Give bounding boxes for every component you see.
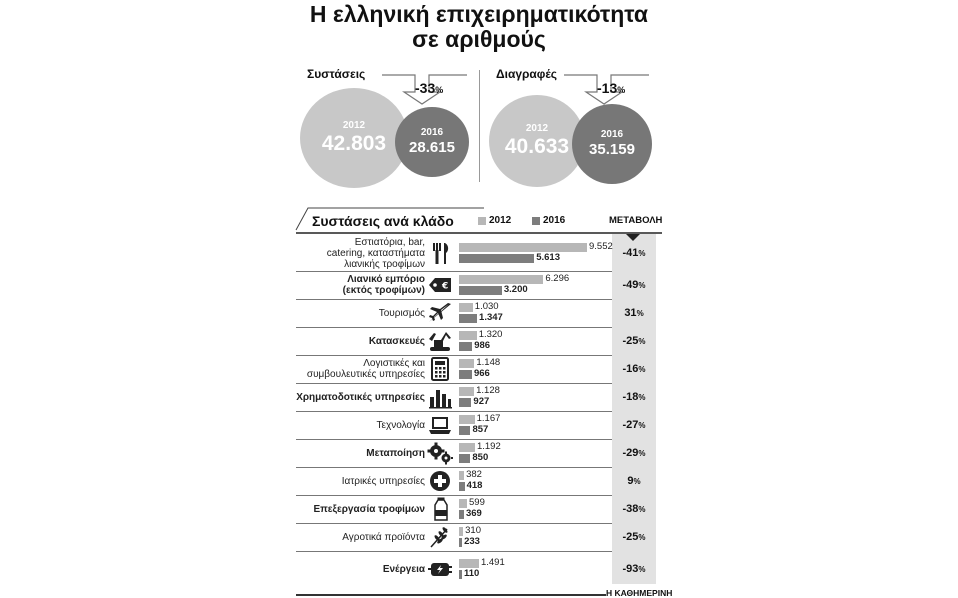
change-unit: %: [638, 449, 646, 458]
value-label-2016: 110: [464, 568, 480, 579]
value-label-2012: 1.030: [474, 301, 499, 312]
page-title-line2: σε αριθμούς: [412, 26, 546, 52]
credit: Η ΚΑΘΗΜΕΡΙΝΗ: [606, 588, 673, 598]
bar-2012: [459, 243, 587, 252]
change-value: [612, 307, 656, 320]
category-label-line: λιανικής τροφίμων: [344, 258, 425, 270]
category-label: [265, 274, 425, 296]
change-number: -27: [622, 419, 639, 431]
category-label: [265, 358, 425, 380]
bar-2016: [459, 510, 464, 519]
bar-2012: [459, 359, 474, 368]
page-title-line1: Η ελληνική επιχειρηματικότητα: [309, 1, 649, 27]
category-label: [265, 532, 425, 543]
category-label-line: Αγροτικά προϊόντα: [342, 531, 425, 543]
row-separator: [296, 271, 612, 272]
change-unit: %: [638, 281, 646, 290]
wheat-icon: [427, 525, 453, 549]
change-unit: %: [633, 477, 641, 486]
category-label-line: Τεχνολογία: [376, 419, 425, 431]
category-label-line: Εστιατόρια, bar,: [354, 236, 425, 248]
category-label: [265, 392, 425, 403]
change-value: [612, 335, 656, 348]
medical-cross-icon: [427, 469, 453, 493]
legend-2012-swatch: [478, 217, 486, 225]
footer-rule: [296, 594, 606, 596]
value-label-2016: 966: [473, 368, 490, 379]
change-value: [612, 279, 656, 292]
category-label-line: Λιανικό εμπόριο: [347, 274, 425, 285]
bar-2012: [459, 275, 543, 284]
bar-2016: [459, 342, 472, 351]
value-label-2016: 5.613: [536, 252, 560, 263]
calculator-icon: [427, 357, 453, 381]
sustaseis-2012-circle: 2012 42.803: [300, 88, 408, 188]
sustaseis-label: Συστάσεις: [307, 67, 366, 81]
laptop-icon: [427, 413, 453, 437]
change-unit: %: [638, 505, 646, 514]
change-value: [612, 419, 656, 432]
row-separator: [296, 383, 612, 384]
change-number: -25: [622, 531, 639, 543]
category-label: [265, 448, 425, 459]
row-separator: [296, 355, 612, 356]
row-separator: [296, 439, 612, 440]
category-label-line: Τουρισμός: [378, 307, 425, 319]
change-number: -29: [622, 447, 639, 459]
diagrafes-2016-circle: 2016 35.159: [572, 104, 652, 184]
airplane-icon: [427, 301, 453, 325]
value-label-2016: 369: [465, 508, 482, 519]
sustaseis-change: -33%: [415, 80, 444, 96]
change-unit: %: [638, 533, 646, 542]
change-unit: %: [638, 393, 646, 402]
category-label-line: Κατασκευές: [368, 335, 425, 347]
diagrafes-change: -13%: [597, 80, 626, 96]
gears-icon: [427, 441, 453, 465]
bar-2012: [459, 559, 479, 568]
change-value: [612, 391, 656, 404]
excavator-icon: [427, 329, 453, 353]
change-number: -25: [622, 335, 639, 347]
row-separator: [296, 467, 612, 468]
category-label: [265, 420, 425, 431]
category-label: [265, 504, 425, 515]
row-separator: [296, 327, 612, 328]
legend-2012-label: 2012: [489, 215, 512, 226]
category-label-line: Χρηματοδοτικές υπηρεσίες: [296, 391, 425, 403]
bar-chart-icon: [427, 385, 453, 409]
bar-2012: [459, 303, 473, 312]
bar-2016: [459, 314, 477, 323]
legend-2016-swatch: [532, 217, 540, 225]
change-unit: %: [638, 365, 646, 374]
summary-divider: [479, 70, 480, 182]
power-plug-icon: [427, 557, 453, 581]
change-column-pointer-icon: [626, 234, 640, 242]
category-label-line: Λογιστικές και: [363, 358, 425, 369]
category-label: [265, 336, 425, 347]
category-label-line: Επεξεργασία τροφίμων: [313, 503, 425, 515]
value-label-2016: 927: [473, 396, 490, 407]
row-separator: [296, 551, 612, 552]
value-label-2012: 1.491: [480, 557, 505, 568]
value-label-2012: 9.552: [589, 241, 613, 252]
bar-2016: [459, 454, 470, 463]
value-label-2012: 382: [466, 469, 482, 480]
bar-2016: [459, 398, 471, 407]
sustaseis-2016-circle: 2016 28.615: [395, 107, 469, 177]
value-label-2012: 599: [469, 497, 485, 508]
category-label-line: (εκτός τροφίμων): [342, 285, 425, 296]
bar-2012: [459, 443, 475, 452]
bar-2016: [459, 538, 462, 547]
change-number: -93: [622, 563, 639, 575]
bar-2016: [459, 426, 470, 435]
category-label-line: Ιατρικές υπηρεσίες: [341, 475, 425, 487]
change-number: 31: [624, 307, 637, 319]
row-separator: [296, 299, 612, 300]
change-value: [612, 563, 656, 576]
category-label: [265, 564, 425, 575]
row-separator: [296, 411, 612, 412]
svg-text:€: €: [442, 281, 449, 292]
row-separator: [296, 523, 612, 524]
category-label: [265, 308, 425, 319]
value-label-2016: 850: [472, 452, 489, 463]
value-label-2012: 6.296: [545, 273, 570, 284]
change-number: -38: [622, 503, 639, 515]
value-label-2012: 1.148: [476, 357, 501, 368]
bar-2012: [459, 471, 464, 480]
value-label-2012: 1.128: [476, 385, 500, 396]
change-value: [612, 447, 656, 460]
value-label-2012: 1.320: [478, 329, 503, 340]
category-label-line: Ενέργεια: [382, 563, 425, 575]
change-number: 9: [627, 475, 634, 487]
change-unit: %: [638, 421, 646, 430]
category-label-line: Μεταποίηση: [366, 447, 425, 459]
milk-carton-icon: [427, 497, 453, 521]
category-label-line: catering, καταστήματα: [326, 247, 425, 259]
bar-2012: [459, 527, 463, 536]
bar-2016: [459, 570, 462, 579]
row-separator: [296, 495, 612, 496]
change-number: -16: [622, 363, 639, 375]
value-label-2016: 418: [466, 480, 483, 491]
category-label-line: συμβουλευτικές υπηρεσίες: [306, 369, 425, 380]
value-label-2016: 857: [472, 424, 489, 435]
price-tag-icon: [427, 273, 453, 297]
diagrafes-label: Διαγραφές: [496, 67, 558, 81]
bar-2012: [459, 499, 467, 508]
change-unit: %: [638, 565, 646, 574]
change-number: -18: [622, 391, 639, 403]
change-number: -49: [622, 279, 639, 291]
change-unit: %: [636, 309, 644, 318]
bar-2016: [459, 254, 534, 263]
diagrafes-2012-circle: 2012 40.633: [489, 95, 585, 187]
category-label: [265, 237, 425, 270]
change-value: [612, 531, 656, 544]
value-label-2012: 1.192: [476, 441, 501, 452]
change-unit: %: [638, 337, 646, 346]
value-label-2012: 310: [465, 525, 481, 536]
change-value: [612, 503, 656, 516]
change-value: [612, 475, 656, 488]
change-unit: %: [638, 249, 646, 258]
bar-2012: [459, 415, 475, 424]
chart-title: Συστάσεις ανά κλάδο: [312, 213, 454, 229]
change-column-header: ΜΕΤΑΒΟΛΗ: [609, 215, 663, 226]
value-label-2016: 1.347: [479, 312, 503, 323]
value-label-2016: 986: [474, 340, 491, 351]
value-label-2012: 1.167: [476, 413, 501, 424]
value-label-2016: 3.200: [503, 284, 528, 295]
value-label-2016: 233: [464, 536, 480, 547]
bar-2016: [459, 370, 472, 379]
change-number: -41: [622, 247, 639, 259]
bar-2012: [459, 331, 477, 340]
legend-2016-label: 2016: [543, 215, 566, 226]
bar-2012: [459, 387, 474, 396]
category-label: [265, 476, 425, 487]
change-value: [612, 247, 656, 260]
bar-2016: [459, 482, 465, 491]
fork-knife-icon: [427, 241, 453, 265]
bar-2016: [459, 286, 502, 295]
change-value: [612, 363, 656, 376]
